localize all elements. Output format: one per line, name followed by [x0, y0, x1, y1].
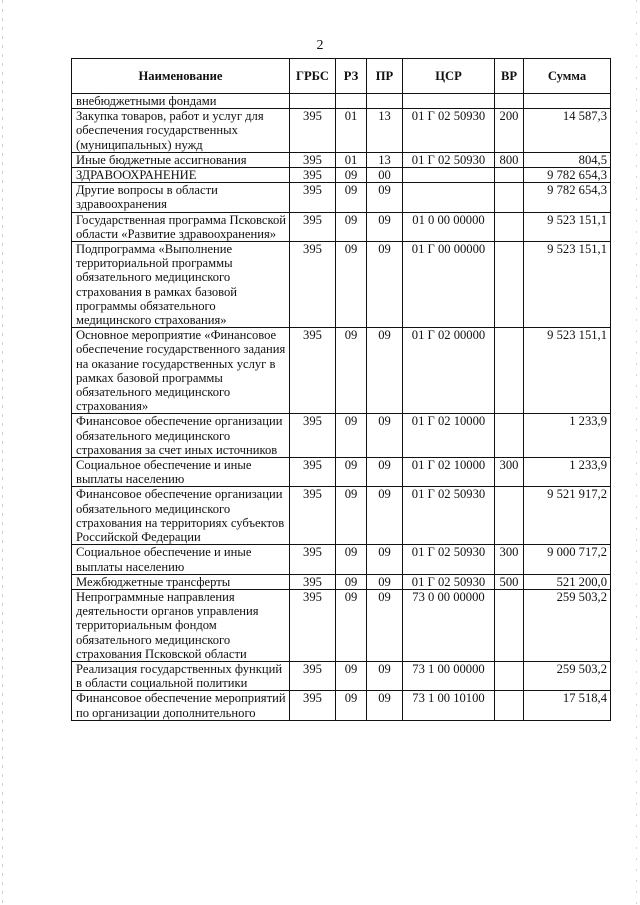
row-csr: 73 1 00 10100: [403, 691, 495, 720]
page-number: 2: [316, 38, 324, 53]
row-name: Подпрограмма «Выполнение территориальной программы обязательного медицинского страхования в рамках базовой программы обязательного медицинского страхования»: [72, 242, 290, 328]
row-csr: 73 1 00 00000: [403, 661, 495, 690]
row-pr: 09: [367, 414, 403, 458]
row-rz: 09: [336, 691, 367, 720]
row-csr: 01 Г 02 50930: [403, 545, 495, 574]
row-rz: 09: [336, 414, 367, 458]
row-pr: 13: [367, 109, 403, 153]
row-grbs: 395: [290, 183, 336, 212]
table-row: [72, 691, 611, 720]
row-pr: 09: [367, 589, 403, 661]
row-rz: 01: [336, 109, 367, 153]
row-vr: 800: [495, 152, 524, 167]
row-vr: [495, 242, 524, 328]
row-vr: 200: [495, 109, 524, 153]
row-sum: 259 503,2: [524, 589, 611, 661]
row-pr: 09: [367, 242, 403, 328]
table-row: [72, 183, 611, 212]
row-sum: 9 523 151,1: [524, 328, 611, 414]
row-pr: 09: [367, 183, 403, 212]
row-grbs: 395: [290, 691, 336, 720]
row-name: внебюджетными фондами: [72, 94, 290, 109]
row-vr: 300: [495, 458, 524, 487]
row-rz: 09: [336, 574, 367, 589]
row-name: Финансовое обеспечение организации обязательного медицинского страхования за счет иных источников: [72, 414, 290, 458]
row-grbs: 395: [290, 109, 336, 153]
row-grbs: 395: [290, 212, 336, 241]
row-name: Социальное обеспечение и иные выплаты населению: [72, 458, 290, 487]
row-vr: 500: [495, 574, 524, 589]
row-csr: [403, 183, 495, 212]
row-grbs: 395: [290, 152, 336, 167]
row-vr: [495, 328, 524, 414]
header-grbs: ГРБС: [290, 59, 336, 94]
row-sum: [524, 94, 611, 109]
row-csr: [403, 94, 495, 109]
row-rz: 09: [336, 487, 367, 545]
row-name: Закупка товаров, работ и услуг для обеспечения государственных (муниципальных) нужд: [72, 109, 290, 153]
row-sum: 259 503,2: [524, 661, 611, 690]
row-pr: [367, 94, 403, 109]
row-name: Другие вопросы в области здравоохранения: [72, 183, 290, 212]
table-row: [72, 589, 611, 661]
row-csr: 01 Г 02 50930: [403, 574, 495, 589]
row-sum: 521 200,0: [524, 574, 611, 589]
row-pr: 09: [367, 661, 403, 690]
row-vr: [495, 168, 524, 183]
row-name: Иные бюджетные ассигнования: [72, 152, 290, 167]
row-csr: 01 Г 02 50930: [403, 487, 495, 545]
row-rz: 09: [336, 589, 367, 661]
row-grbs: 395: [290, 328, 336, 414]
header-sum: Сумма: [524, 59, 611, 94]
header-csr: ЦСР: [403, 59, 495, 94]
row-name: Реализация государственных функций в области социальной политики: [72, 661, 290, 690]
row-sum: 9 782 654,3: [524, 183, 611, 212]
row-pr: 09: [367, 458, 403, 487]
row-rz: 09: [336, 168, 367, 183]
row-name: Финансовое обеспечение организации обязательного медицинского страхования на территориях субъектов Российской Федерации: [72, 487, 290, 545]
header-rz: РЗ: [336, 59, 367, 94]
row-grbs: 395: [290, 545, 336, 574]
row-rz: 09: [336, 545, 367, 574]
row-grbs: 395: [290, 589, 336, 661]
row-pr: 09: [367, 212, 403, 241]
row-sum: 9 523 151,1: [524, 242, 611, 328]
row-pr: 09: [367, 487, 403, 545]
row-csr: 01 Г 02 10000: [403, 458, 495, 487]
scan-edge-right: [636, 0, 637, 905]
table-row: [72, 242, 611, 328]
row-sum: 9 000 717,2: [524, 545, 611, 574]
row-name: Социальное обеспечение и иные выплаты населению: [72, 545, 290, 574]
row-csr: [403, 168, 495, 183]
row-name: Основное мероприятие «Финансовое обеспечение государственного задания на оказание государственных услуг в рамках базовой программы обязательного медицинского страхования»: [72, 328, 290, 414]
table-row: [72, 545, 611, 574]
row-name: Финансовое обеспечение мероприятий по организации дополнительного: [72, 691, 290, 720]
row-rz: 09: [336, 458, 367, 487]
row-name: Государственная программа Псковской области «Развитие здравоохранения»: [72, 212, 290, 241]
row-rz: [336, 94, 367, 109]
row-sum: 1 233,9: [524, 414, 611, 458]
row-sum: 9 521 917,2: [524, 487, 611, 545]
row-csr: 01 Г 02 50930: [403, 109, 495, 153]
row-rz: 09: [336, 328, 367, 414]
row-sum: 804,5: [524, 152, 611, 167]
scan-edge-left: [2, 0, 3, 905]
row-vr: [495, 589, 524, 661]
row-vr: [495, 414, 524, 458]
row-pr: 13: [367, 152, 403, 167]
row-rz: 09: [336, 212, 367, 241]
row-name: ЗДРАВООХРАНЕНИЕ: [72, 168, 290, 183]
table-row: [72, 212, 611, 241]
row-csr: 01 Г 02 10000: [403, 414, 495, 458]
row-vr: [495, 94, 524, 109]
table-row: [72, 328, 611, 414]
table-row: [72, 414, 611, 458]
row-grbs: 395: [290, 574, 336, 589]
row-vr: [495, 691, 524, 720]
table-header-row: [72, 59, 611, 94]
row-grbs: 395: [290, 168, 336, 183]
row-rz: 01: [336, 152, 367, 167]
row-pr: 09: [367, 328, 403, 414]
row-rz: 09: [336, 242, 367, 328]
row-pr: 09: [367, 574, 403, 589]
row-pr: 09: [367, 545, 403, 574]
row-grbs: [290, 94, 336, 109]
row-name: Непрограммные направления деятельности органов управления территориальным фондом обязательного медицинского страхования Псковской области: [72, 589, 290, 661]
table-row: [72, 94, 611, 109]
header-name: Наименование: [72, 59, 290, 94]
row-rz: 09: [336, 661, 367, 690]
row-grbs: 395: [290, 487, 336, 545]
row-grbs: 395: [290, 242, 336, 328]
row-pr: 00: [367, 168, 403, 183]
row-csr: 73 0 00 00000: [403, 589, 495, 661]
row-grbs: 395: [290, 414, 336, 458]
budget-table: [71, 58, 611, 721]
row-sum: 9 523 151,1: [524, 212, 611, 241]
row-vr: [495, 183, 524, 212]
table-row: [72, 574, 611, 589]
row-sum: 1 233,9: [524, 458, 611, 487]
table-row: [72, 109, 611, 153]
table-row: [72, 168, 611, 183]
row-grbs: 395: [290, 458, 336, 487]
header-pr: ПР: [367, 59, 403, 94]
row-pr: 09: [367, 691, 403, 720]
row-csr: 01 Г 02 00000: [403, 328, 495, 414]
table-row: [72, 458, 611, 487]
row-vr: 300: [495, 545, 524, 574]
row-rz: 09: [336, 183, 367, 212]
row-vr: [495, 487, 524, 545]
table-body: [72, 94, 611, 721]
row-sum: 9 782 654,3: [524, 168, 611, 183]
row-grbs: 395: [290, 661, 336, 690]
row-sum: 14 587,3: [524, 109, 611, 153]
row-sum: 17 518,4: [524, 691, 611, 720]
row-name: Межбюджетные трансферты: [72, 574, 290, 589]
row-vr: [495, 212, 524, 241]
row-csr: 01 0 00 00000: [403, 212, 495, 241]
row-csr: 01 Г 00 00000: [403, 242, 495, 328]
header-vr: ВР: [495, 59, 524, 94]
table-row: [72, 152, 611, 167]
row-vr: [495, 661, 524, 690]
table-row: [72, 487, 611, 545]
row-csr: 01 Г 02 50930: [403, 152, 495, 167]
table-row: [72, 661, 611, 690]
